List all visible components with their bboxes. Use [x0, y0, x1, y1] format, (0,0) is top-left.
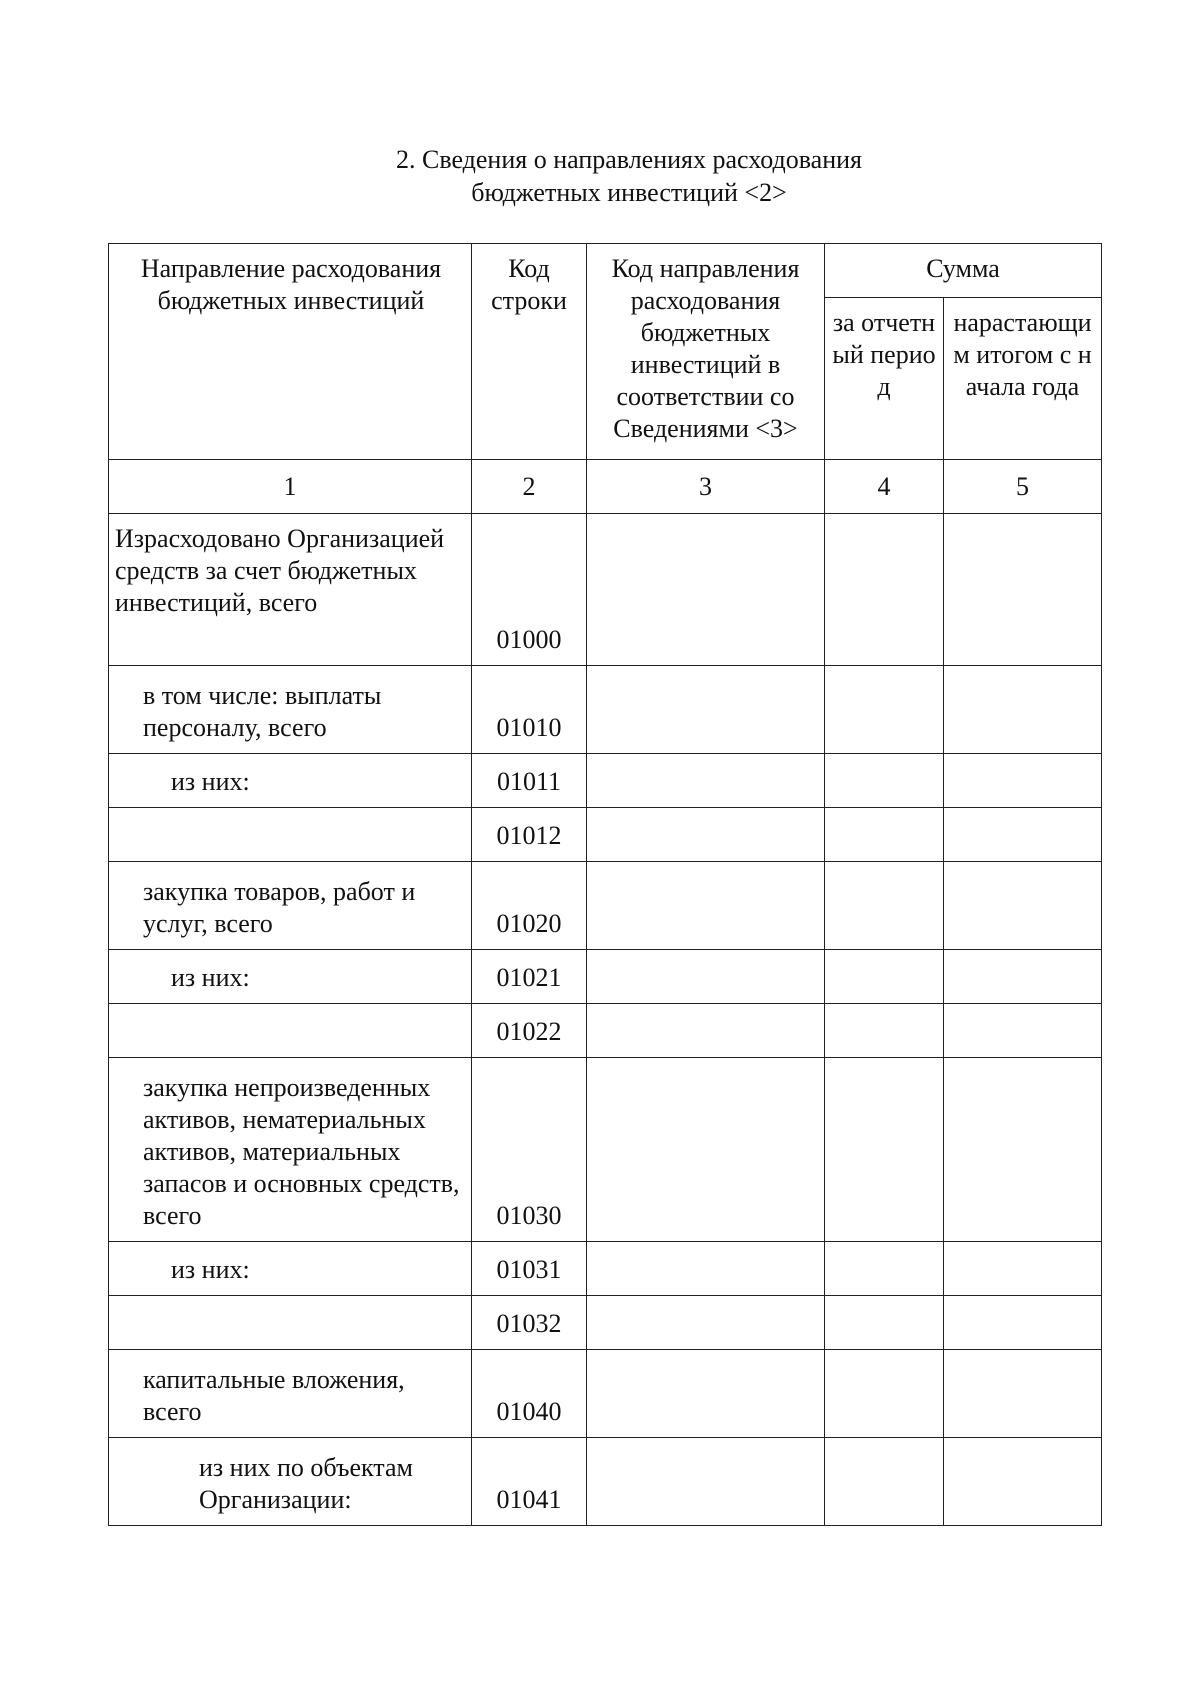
- row-label[interactable]: [109, 1296, 472, 1350]
- direction-code-cell[interactable]: [587, 514, 825, 666]
- sum-ytd-cell[interactable]: [944, 862, 1102, 950]
- row-code: 01010: [472, 666, 587, 754]
- direction-code-cell[interactable]: [587, 1296, 825, 1350]
- row-label: из них:: [109, 1242, 472, 1296]
- sum-period-cell[interactable]: [825, 754, 944, 808]
- direction-code-cell[interactable]: [587, 950, 825, 1004]
- row-label: из них:: [109, 754, 472, 808]
- header-direction: Направление расходования бюджетных инвестиций: [109, 244, 472, 460]
- table-row: [109, 1296, 1102, 1350]
- row-code: 01041: [472, 1438, 587, 1526]
- row-label: из них по объектам Организации:: [109, 1438, 472, 1526]
- sum-period-cell[interactable]: [825, 808, 944, 862]
- table-row: [109, 1004, 1102, 1058]
- table-row: [109, 1242, 1102, 1296]
- row-code: 01031: [472, 1242, 587, 1296]
- sum-ytd-cell[interactable]: [944, 514, 1102, 666]
- sum-ytd-cell[interactable]: [944, 950, 1102, 1004]
- sum-ytd-cell[interactable]: [944, 666, 1102, 754]
- row-code: 01000: [472, 514, 587, 666]
- column-number-1: 1: [109, 460, 472, 514]
- direction-code-cell[interactable]: [587, 1004, 825, 1058]
- row-label[interactable]: [109, 1004, 472, 1058]
- sum-ytd-cell[interactable]: [944, 754, 1102, 808]
- row-label: из них:: [109, 950, 472, 1004]
- header-sum-ytd: нарастающим итогом с начала года: [944, 298, 1102, 460]
- row-code: 01021: [472, 950, 587, 1004]
- sum-period-cell[interactable]: [825, 1242, 944, 1296]
- direction-code-cell[interactable]: [587, 754, 825, 808]
- row-label: закупка непроизведенных активов, нематериальных активов, материальных запасов и основных средств, всего: [109, 1058, 472, 1242]
- sum-period-cell[interactable]: [825, 1438, 944, 1526]
- sum-period-cell[interactable]: [825, 950, 944, 1004]
- row-label[interactable]: [109, 808, 472, 862]
- header-direction-code: Код направления расходования бюджетных инвестиций в соответствии со Сведениями <3>: [587, 244, 825, 460]
- table-row: [109, 514, 1102, 666]
- table-row: [109, 1350, 1102, 1438]
- header-line-code: Код строки: [472, 244, 587, 460]
- sum-ytd-cell[interactable]: [944, 1004, 1102, 1058]
- row-code: 01040: [472, 1350, 587, 1438]
- table-row: [109, 1058, 1102, 1242]
- row-code: 01032: [472, 1296, 587, 1350]
- sum-ytd-cell[interactable]: [944, 1296, 1102, 1350]
- table-row: [109, 754, 1102, 808]
- sum-ytd-cell[interactable]: [944, 1438, 1102, 1526]
- column-number-4: 4: [825, 460, 944, 514]
- sum-period-cell[interactable]: [825, 1296, 944, 1350]
- table-row: [109, 808, 1102, 862]
- table-row: [109, 1438, 1102, 1526]
- column-number-3: 3: [587, 460, 825, 514]
- row-label: закупка товаров, работ и услуг, всего: [109, 862, 472, 950]
- sum-ytd-cell[interactable]: [944, 1058, 1102, 1242]
- row-code: 01020: [472, 862, 587, 950]
- sum-period-cell[interactable]: [825, 1058, 944, 1242]
- section-title-line-2: бюджетных инвестиций <2>: [471, 178, 787, 207]
- header-sum: Сумма: [825, 244, 1102, 298]
- row-label: в том числе: выплаты персоналу, всего: [109, 666, 472, 754]
- table-row: [109, 862, 1102, 950]
- header-sum-period: за отчетный период: [825, 298, 944, 460]
- row-code: 01012: [472, 808, 587, 862]
- direction-code-cell[interactable]: [587, 1058, 825, 1242]
- row-code: 01030: [472, 1058, 587, 1242]
- sum-ytd-cell[interactable]: [944, 1350, 1102, 1438]
- sum-period-cell[interactable]: [825, 666, 944, 754]
- row-label: Израсходовано Организацией средств за счет бюджетных инвестиций, всего: [109, 514, 472, 666]
- section-title-line-1: 2. Сведения о направлениях расходования: [395, 145, 862, 174]
- table-row: [109, 950, 1102, 1004]
- direction-code-cell[interactable]: [587, 862, 825, 950]
- table-row: [109, 666, 1102, 754]
- direction-code-cell[interactable]: [587, 1350, 825, 1438]
- direction-code-cell[interactable]: [587, 1438, 825, 1526]
- section-title: [0, 143, 1200, 209]
- sum-period-cell[interactable]: [825, 1350, 944, 1438]
- column-number-5: 5: [944, 460, 1102, 514]
- direction-code-cell[interactable]: [587, 1242, 825, 1296]
- direction-code-cell[interactable]: [587, 666, 825, 754]
- sum-period-cell[interactable]: [825, 514, 944, 666]
- row-code: 01022: [472, 1004, 587, 1058]
- investment-directions-table: [108, 243, 1102, 1526]
- sum-period-cell[interactable]: [825, 1004, 944, 1058]
- sum-ytd-cell[interactable]: [944, 1242, 1102, 1296]
- sum-period-cell[interactable]: [825, 862, 944, 950]
- column-number-2: 2: [472, 460, 587, 514]
- row-label: капитальные вложения, всего: [109, 1350, 472, 1438]
- direction-code-cell[interactable]: [587, 808, 825, 862]
- row-code: 01011: [472, 754, 587, 808]
- sum-ytd-cell[interactable]: [944, 808, 1102, 862]
